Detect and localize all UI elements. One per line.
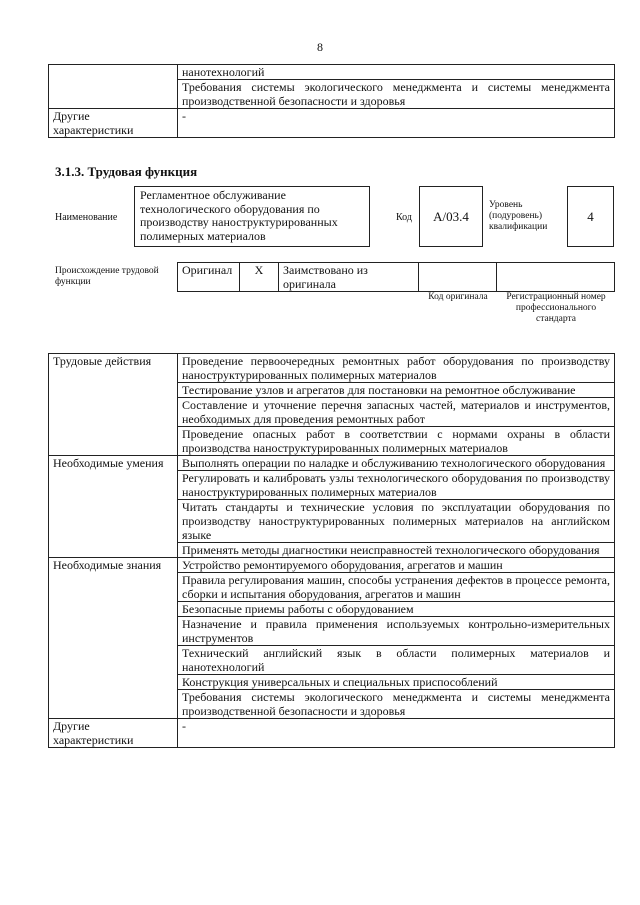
continuation-cell: нанотехнологий <box>178 65 615 80</box>
origin-table <box>177 262 615 292</box>
level-box: 4 <box>567 186 614 247</box>
origin-mark: X <box>240 263 279 292</box>
name-label: Наименование <box>55 212 118 223</box>
group-label: Другие характеристики <box>49 719 178 748</box>
table-cell: Конструкция универсальных и специальных приспособлений <box>178 675 615 690</box>
table-cell: Читать стандарты и технические условия по эксплуатации оборудования по производству наноструктурированных полимерных материалов на английском языке <box>178 500 615 543</box>
group-label: Необходимые умения <box>49 456 178 558</box>
code-label: Код <box>396 212 412 223</box>
continuation-label <box>49 65 178 109</box>
section-title: 3.1.3. Трудовая функция <box>55 164 198 179</box>
table-cell: Проведение первоочередных ремонтных работ оборудования по производству наноструктурированных полимерных материалов <box>178 354 615 383</box>
table-cell: Тестирование узлов и агрегатов для постановки на ремонтное обслуживание <box>178 383 615 398</box>
main-table <box>48 353 615 748</box>
reg-caption: Регистрационный номер профессионального стандарта <box>506 292 606 324</box>
table-cell: Безопасные приемы работы с оборудованием <box>178 602 615 617</box>
table-cell: Технический английский язык в области полимерных материалов и нанотехнологий <box>178 646 615 675</box>
table-cell: Устройство ремонтируемого оборудования, агрегатов и машин <box>178 558 615 573</box>
code-caption: Код оригинала <box>428 292 488 302</box>
group-label: Трудовые действия <box>49 354 178 456</box>
origin-borrowed: Заимствовано из оригинала <box>279 263 419 292</box>
origin-reg-cell <box>497 263 615 292</box>
table-cell: Регулировать и калибровать узлы технологического оборудования по производству наноструктурированных полимерных материалов <box>178 471 615 500</box>
table-cell: - <box>178 719 615 748</box>
continuation-table <box>48 64 615 138</box>
origin-label: Происхождение трудовой функции <box>55 266 159 287</box>
function-code-box: А/03.4 <box>419 186 483 247</box>
origin-code-cell <box>419 263 497 292</box>
table-cell: Требования системы экологического менеджмента и системы менеджмента производственной безопасности и здоровья <box>178 690 615 719</box>
other-characteristics-value: - <box>178 109 615 138</box>
function-name-box: Регламентное обслуживание технологического оборудования по производству наноструктурированных полимерных материалов <box>134 186 370 247</box>
other-characteristics-label: Другие характеристики <box>49 109 178 138</box>
table-cell: Составление и уточнение перечня запасных частей, материалов и инструментов, необходимых для проведения ремонтных работ <box>178 398 615 427</box>
origin-original: Оригинал <box>178 263 240 292</box>
level-label: Уровень (подуровень) квалификации <box>489 200 548 232</box>
page-number: 8 <box>317 40 323 54</box>
table-cell: Проведение опасных работ в соответствии с нормами охраны в области производства наноструктурированных полимерных материалов <box>178 427 615 456</box>
table-cell: Правила регулирования машин, способы устранения дефектов в процессе ремонта, сборки и испытания оборудования, агрегатов и машин <box>178 573 615 602</box>
continuation-cell: Требования системы экологического менеджмента и системы менеджмента производственной безопасности и здоровья <box>178 80 615 109</box>
table-cell: Назначение и правила применения используемых контрольно-измерительных инструментов <box>178 617 615 646</box>
table-cell: Выполнять операции по наладке и обслуживанию технологического оборудования <box>178 456 615 471</box>
group-label: Необходимые знания <box>49 558 178 719</box>
table-cell: Применять методы диагностики неисправностей технологического оборудования <box>178 543 615 558</box>
